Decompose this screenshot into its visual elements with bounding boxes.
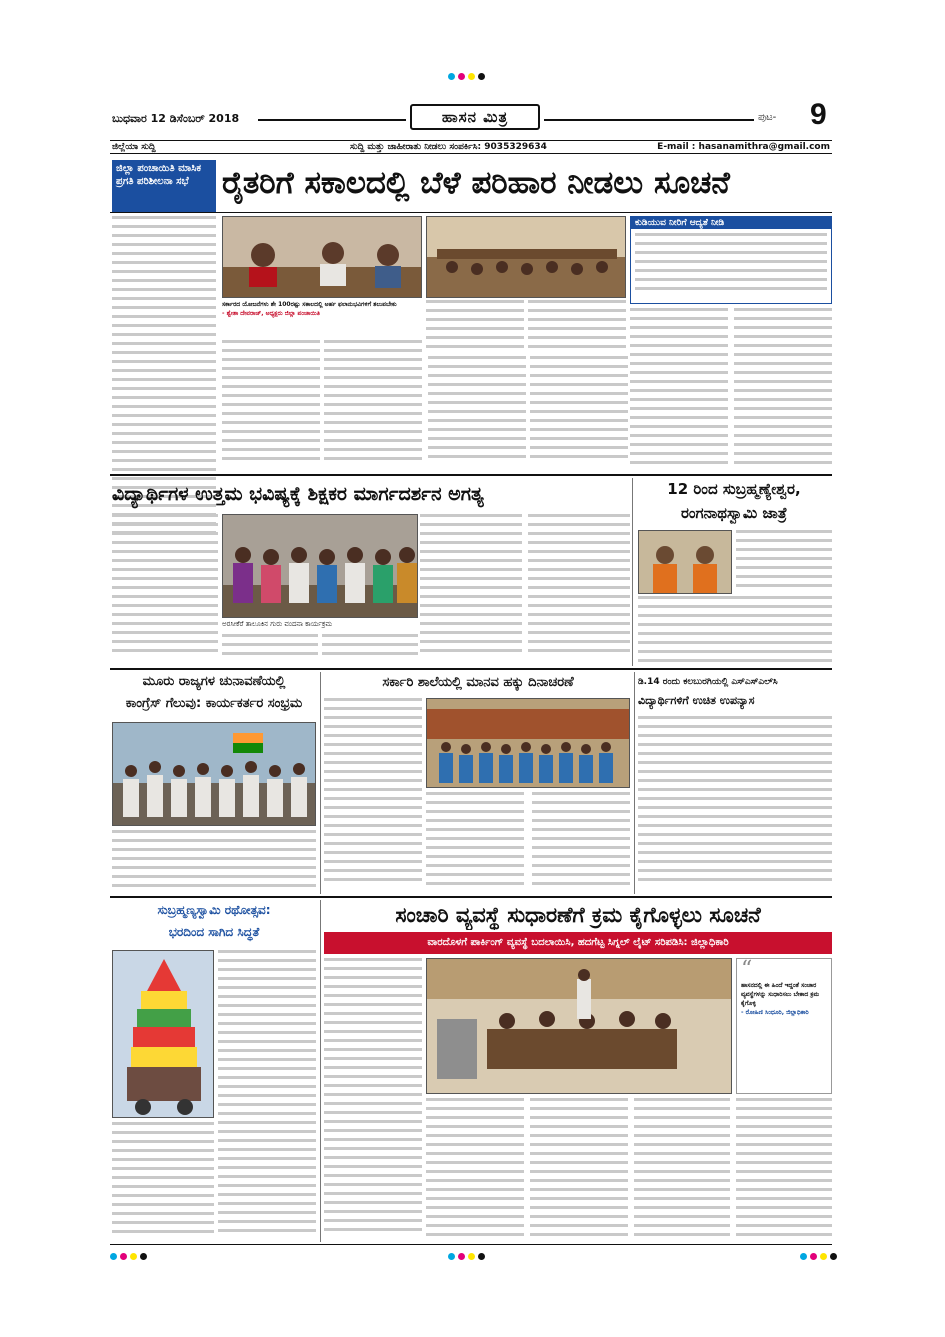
header-rule-right xyxy=(544,119,754,121)
story2-text-under xyxy=(222,634,418,664)
col-divider xyxy=(320,900,321,1242)
story6-text xyxy=(638,716,832,894)
story8-subhead: ವಾರದೊಳಗೆ ಪಾರ್ಕಿಂಗ್ ವ್ಯವಸ್ಥೆ ಬದಲಾಯಿಸಿ, ಹದಗೆಟ್ಟ ಸಿಗ್ನಲ್ ಲೈಟ್ ಸರಿಪಡಿಸಿ: ಜಿಲ್ಲಾಧಿಕಾರಿ xyxy=(324,932,832,954)
section-name: ಜಿಲ್ಲೆಯಾ ಸುದ್ದಿ xyxy=(112,142,156,152)
lead-photo-1 xyxy=(222,216,422,298)
audience-photo-icon xyxy=(427,217,626,298)
meeting-photo-icon xyxy=(223,217,422,298)
meeting-hall-photo-icon xyxy=(427,959,732,1094)
story2-caption: ಅರಸೀಕೆರೆ ತಾಲೂಕಿನ ಗುರು ವಂದನಾ ಕಾರ್ಯಕ್ರಮ xyxy=(222,620,418,629)
issue-date: ಬುಧವಾರ 12 ಡಿಸೆಂಬರ್ 2018 xyxy=(112,112,240,125)
school-photo-icon xyxy=(427,699,630,788)
lead-photo-2 xyxy=(426,216,626,298)
swamiji-photo-icon xyxy=(639,531,732,594)
registration-marks-bottom-right xyxy=(800,1253,837,1260)
email-line: E-mail : hasanamithra@gmail.com xyxy=(657,142,830,152)
story5-text-right xyxy=(426,792,630,894)
quote-mark-icon: “ xyxy=(741,957,753,982)
story8-quote-by: - ರೋಹಿಣಿ ಸಿಂಧೂರಿ, ಜಿಲ್ಲಾಧಿಕಾರಿ xyxy=(741,1009,809,1016)
story7-kicker: ಸುಬ್ರಹ್ಮಣ್ಯಸ್ವಾಮಿ ರಥೋತ್ಸವ: xyxy=(157,903,271,917)
lead-headline: ರೈತರಿಗೆ ಸಕಾಲದಲ್ಲಿ ಬೆಳೆ ಪರಿಹಾರ ನೀಡಲು ಸೂಚನೆ xyxy=(222,165,730,201)
registration-marks-bottom xyxy=(448,1253,485,1260)
lead-text-body xyxy=(222,340,628,470)
page-label: ಪುಟ- xyxy=(758,112,777,123)
lead-tag: ಜಿಲ್ಲಾ ಪಂಚಾಯಿತಿ ಮಾಸಿಕ ಪ್ರಗತಿ ಪರಿಶೀಲನಾ ಸಭೆ xyxy=(112,160,216,212)
story6-headline: ವಿದ್ಯಾರ್ಥಿಗಳಿಗೆ ಉಚಿತ ಉಪನ್ಯಾಸ xyxy=(638,694,755,707)
story2-text-col1 xyxy=(112,514,218,664)
col-divider xyxy=(320,672,321,894)
story5-headline: ಸರ್ಕಾರಿ ಶಾಲೆಯಲ್ಲಿ ಮಾನವ ಹಕ್ಕು ದಿನಾಚರಣೆ xyxy=(382,675,574,690)
lead-quote-by: - ಶ್ವೇತಾ ದೇವರಾಜ್, ಅಧ್ಯಕ್ಷರು ಜಿಲ್ಲಾ ಪಂಚಾಯಿತಿ xyxy=(222,310,320,317)
story2-headline: ವಿದ್ಯಾರ್ಥಿಗಳ ಉತ್ತಮ ಭವಿಷ್ಯಕ್ಕೆ ಶಿಕ್ಷಕರ ಮಾರ್ಗದರ್ಶನ ಅಗತ್ಯ xyxy=(112,483,484,505)
registration-marks-bottom-left xyxy=(110,1253,147,1260)
chariot-photo-icon xyxy=(113,951,214,1118)
lead-quote xyxy=(222,300,422,336)
section-divider-1 xyxy=(110,474,832,476)
section-divider-2 xyxy=(110,668,832,670)
col-divider xyxy=(634,672,635,894)
lead-rule xyxy=(110,212,832,213)
story5-text-col1 xyxy=(324,698,422,894)
contact-line: ಸುದ್ದಿ ಮತ್ತು ಜಾಹೀರಾತು ನೀಡಲು ಸಂಪರ್ಕಿಸಿ: 9035329634 xyxy=(350,142,547,152)
story4-text xyxy=(112,830,316,890)
lead-sidebox xyxy=(630,216,832,304)
story8-text-col1 xyxy=(324,958,422,1240)
sidebox-title: ಕುಡಿಯುವ ನೀರಿಗೆ ಆದ್ಯತೆ ನೀಡಿ xyxy=(631,217,831,229)
lead-text-right xyxy=(630,308,832,470)
story3-headline-1: 12 ರಿಂದ ಸುಬ್ರಹ್ಮಣ್ಯೇಶ್ವರ, xyxy=(667,480,801,498)
story3-photo xyxy=(638,530,732,594)
celebration-photo-icon xyxy=(113,723,316,826)
page-number: 9 xyxy=(810,98,827,131)
masthead: ಹಾಸನ ಮಿತ್ರ xyxy=(410,104,540,130)
story8-photo xyxy=(426,958,732,1094)
story7-headline: ಭರದಿಂದ ಸಾಗಿದ ಸಿದ್ಧತೆ xyxy=(168,925,260,939)
story8-quote-box xyxy=(736,958,832,1094)
story3-text-b xyxy=(638,596,832,666)
contact-strip xyxy=(110,140,832,154)
story4-headline: ಕಾಂಗ್ರೆಸ್ ಗೆಲುವು: ಕಾರ್ಯಕರ್ತರ ಸಂಭ್ರಮ xyxy=(125,696,303,711)
col-divider xyxy=(632,478,633,666)
story4-photo xyxy=(112,722,316,826)
story8-quote-text: ಹಾಸನದಲ್ಲಿ ಈ ಹಿಂದೆ ಇದ್ದಂತೆ ಸಂಚಾರ ವ್ಯವಸ್ಥೆಗಳನ್ನು ಸುಧಾರಿಸಲು ಬೇಕಾದ ಕ್ರಮ ಕೈಗೊಳ್ಳಿ xyxy=(741,982,820,1007)
lead-quote-text: ಸರ್ಕಾರದ ಯೋಜನೆಗಳು ಶೇ 100ರಷ್ಟು ಸಕಾಲದಲ್ಲಿ ಅರ್ಹ ಫಲಾನುಭವಿಗಳಿಗೆ ತಲುಪಬೇಕು xyxy=(222,301,397,308)
story7-text-col2 xyxy=(218,950,316,1240)
story3-text-a xyxy=(736,530,832,594)
story8-headline: ಸಂಚಾರಿ ವ್ಯವಸ್ಥೆ ಸುಧಾರಣೆಗೆ ಕ್ರಮ ಕೈಗೊಳ್ಳಲು ಸೂಚನೆ xyxy=(395,903,761,927)
story5-photo xyxy=(426,698,630,788)
section-divider-3 xyxy=(110,896,832,898)
header-rule-left xyxy=(258,119,406,121)
story7-text-col1 xyxy=(112,1122,214,1240)
story8-quote xyxy=(741,981,829,1017)
story6-kicker: ಡಿ.14 ರಂದು ಕಲಬುರಗಿಯಲ್ಲಿ ಎಸ್‌ಎಸ್‌ಎಲ್‌ಸಿ xyxy=(638,677,778,687)
story2-photo xyxy=(222,514,418,618)
page-header xyxy=(110,100,832,140)
group-photo-icon xyxy=(223,515,418,618)
registration-marks-top xyxy=(448,73,485,80)
story3-headline-2: ರಂಗನಾಥಸ್ವಾಮಿ ಜಾತ್ರೆ xyxy=(680,504,788,522)
story4-kicker: ಮೂರು ರಾಜ್ಯಗಳ ಚುನಾವಣೆಯಲ್ಲಿ xyxy=(142,674,286,689)
page-bottom-rule xyxy=(110,1244,832,1245)
story2-text-right xyxy=(420,514,630,664)
story7-photo xyxy=(112,950,214,1118)
story8-text-body xyxy=(426,1098,832,1240)
